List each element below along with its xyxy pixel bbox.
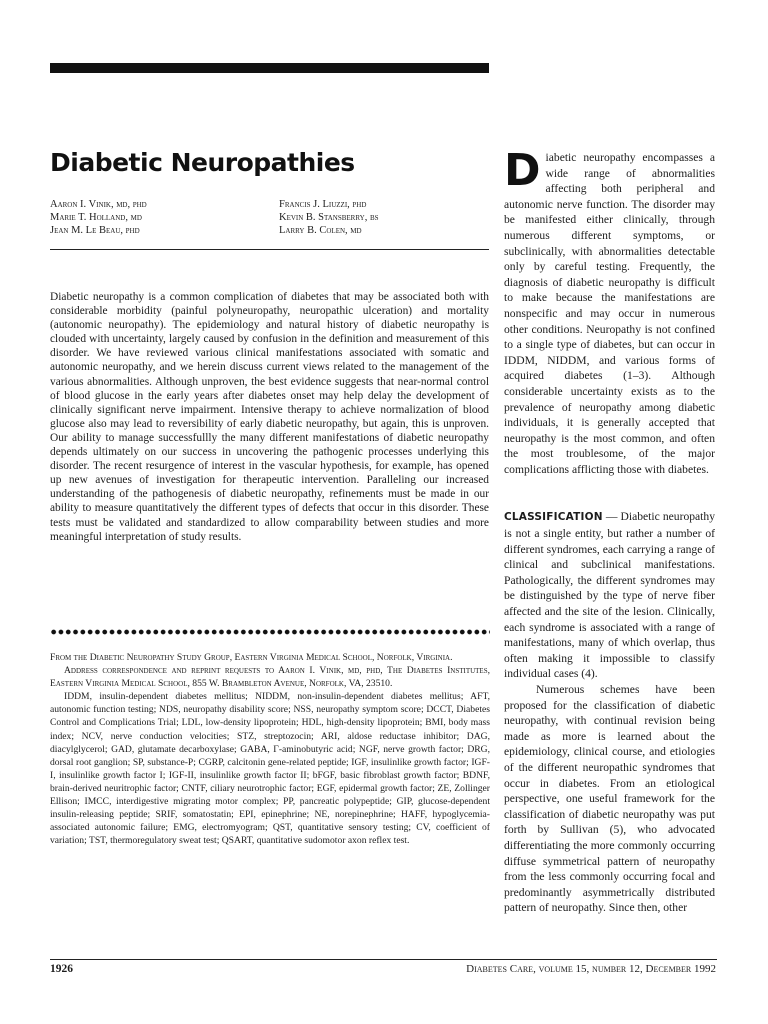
page-number: 1926: [50, 963, 73, 975]
section-heading-dash: —: [602, 510, 621, 524]
section-heading: CLASSIFICATION: [504, 511, 603, 524]
author-name: Jean M. Le Beau, phd: [50, 225, 140, 236]
body-column: [504, 145, 715, 916]
author-name: Larry B. Colen, md: [279, 225, 362, 236]
author-name: Aaron I. Vinik, md, phd: [50, 199, 147, 210]
footer-rule: [50, 959, 717, 960]
author-name: Francis J. Liuzzi, phd: [279, 199, 367, 210]
intro-text: iabetic neuropathy encompasses a wide range of abnormalities affecting both peripheral and autonomic nerve function. The disorder may be manifested either clinically, through numerous different symptoms, or subclinically, with abnormalities detectable only by careful testing. Frequently, the diagnosis of diabetic neuropathy is difficult to make because the manifestations are nonspecific and may occur in numerous other conditions. Neuropathy is not confined to a single type of diabetes, but can occur in IDDM, NIDDM, and various forms of acquired diabetes (1–3). Although considerable uncertainty exists as to the prevalence of neuropathy among diabetic individuals, it is generally accepted that neuropathy is the most common, and often the most troublesome, of the major complications afflicting those with diabetes.: [504, 151, 715, 476]
author-divider-rule: [50, 249, 489, 250]
abstract-text: Diabetic neuropathy is a common complication of diabetes that may be associated both with considerable morbidity (painful polyneuropathy, neuropathic ulceration) and mortality (autonomic neuropathy). The epidemiology and natural history of diabetic neuropathy is clouded with uncertainty, largely caused by confusion in the definition and measurement of this disorder. We have reviewed various clinical manifestations associated with somatic and autonomic neuropathy, and we herein discuss current views related to the management of the various abnormalities. Although unproven, the best evidence suggests that near-normal control of blood glucose in the early years after diabetes onset may help delay the development of clinically significant nerve impairment. Intensive therapy to achieve normalization of blood glucose also may lead to reversibility of early diabetic neuropathy, but again, this is unproven. Our ability to manage successfullly the many different manifestations of diabetic neuropathy depends ultimately on our success in uncovering the pathogenic processes underlying this disorder. The recent resurgence of interest in the vascular hypothesis, for example, has opened up new avenues of investigation for therapeutic intervention. Paralleling our increased understanding of the pathogenesis of diabetic neuropathy, refinements must be made in our ability to measure quantitatively the different types of defects that occur in this disorder. These tests must be validated and standardized to allow comparability between studies and more meaningful interpretation of study results.: [50, 291, 489, 543]
abstract: [50, 290, 489, 544]
intro-paragraph: [504, 145, 715, 477]
author-name: Kevin B. Stansberry, bs: [279, 212, 379, 223]
classification-paragraph-2: Numerous schemes have been proposed for the classification of diabetic neuropathy, with continual revision being made as more is learned about the epidemiology, clinical course, and etiologies of the different neuropathic syndromes that occur in diabetes. From an etiological perspective, one useful framework for the classification of diabetic neuropathy was put forth by Sullivan (5), who advocated differentiating the more commonly occurring diffuse symmetrical pattern of neuropathy from the less commonly occurring focal and predominantly asymmetrically distributed pattern of neuropathy. Since then, other: [504, 683, 715, 915]
author-list-right: [279, 198, 379, 237]
classification-paragraph: [504, 509, 715, 682]
correspondence-note: Address correspondence and reprint requests to Aaron I. Vinik, md, phd, The Diabetes Institutes, Eastern Virginia Medical School, 855 W. Brambleton Avenue, Norfolk, VA, 23510.: [50, 665, 490, 690]
article-title: Diabetic Neuropathies: [50, 148, 355, 177]
classification-text: Diabetic neuropathy is not a single entity, but rather a number of different syndromes, each carrying a range of clinical and subclinical manifestations. Pathologically, the different syndromes may be distinguished by the type of nerve fiber affected and the site of the lesion. Clinically, each syndrome is associated with a range of manifestations, many of which overlap, thus often making it impossible to classify individual cases (4).: [504, 510, 715, 681]
abbreviations-note: IDDM, insulin-dependent diabetes mellitus; NIDDM, non-insulin-dependent diabetes mellitus; AFT, autonomic function testing; NDS, neuropathy disability score; NSS, neuropathy symptom score; DCCT, Diabetes Control and Complications Trial; LDL, low-density lipoprotein; HDL, high-density lipoprotein; BMI, body mass index; NCV, nerve conduction velocities; STZ, streptozocin; ARI, aldose reductase inhibitor; DAG, diacylglycerol; GAD, glutamate decarboxylase; GABA, Γ-aminobutyric acid; NGF, nerve growth factor; DRG, dorsal root ganglion; SP, substance-P; CGRP, calcitonin gene-related peptide; IGF, insulinlike growth factor; IGF-I, insulinlike growth factor I; IGF-II, insulinlike growth factor II; bFGF, basic fibroblast growth factor; BDNF, brain-derived neuritrophic factor; CNTF, ciliary neurotrophic factor; EGF, epidermal growth factor; ZE, Zollinger Ellison; IMCC, interdigestive migrating motor complex; PP, pancreatic polypeptide; GIP, glucose-dependent insulin-releasing peptide; SRIF, somatostatin; EPI, epinephrine; NE, norepinephrine; HAFF, hypoglycemia-associated autonomic failure; EMG, electromyogram; QST, quantitative sensory testing; CV, coefficient of variation; TST, thermoregulatory sweat test; QSART, quantitative sudomotor axon reflex test.: [50, 691, 490, 847]
author-name: Marie T. Holland, md: [50, 212, 142, 223]
journal-citation: Diabetes Care, volume 15, number 12, December 1992: [466, 963, 716, 975]
author-list-left: [50, 198, 147, 237]
dotted-separator: [50, 628, 490, 636]
footnotes: [50, 651, 490, 847]
top-decorative-rule: [50, 63, 489, 73]
affiliation-note: From the Diabetic Neuropathy Study Group, Eastern Virginia Medical School, Norfolk, Virginia.: [50, 652, 453, 663]
drop-cap: D: [504, 145, 541, 196]
